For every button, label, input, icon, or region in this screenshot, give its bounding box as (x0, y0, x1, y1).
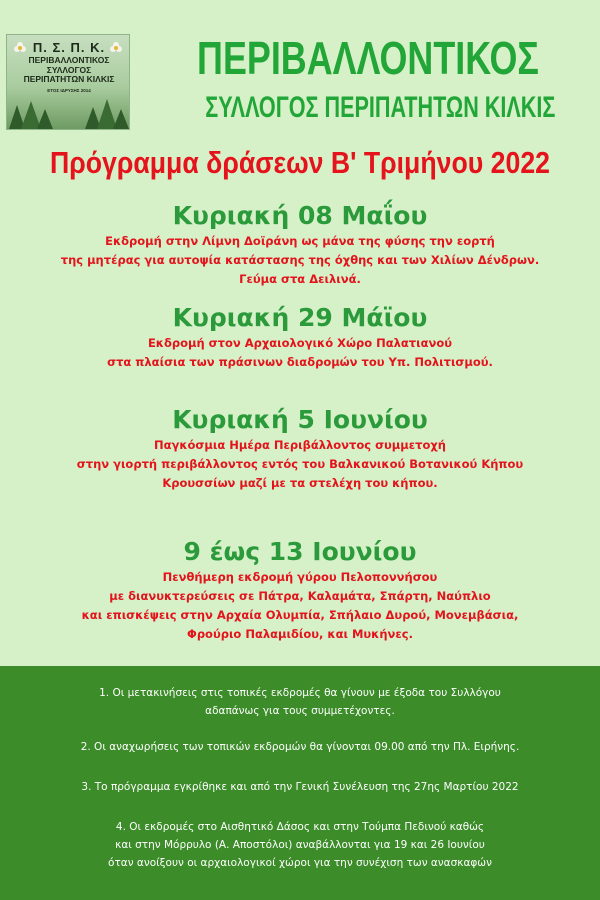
note-line: όταν ανοίξουν οι αρχαιολογικοί χώροι για την συνέχιση των ανασκαφών (108, 857, 492, 869)
event-description-line: Φρούριο Παλαμιδίου, και Μυκήνες. (187, 627, 413, 641)
event-description-line: στα πλαίσια των πράσινων διαδρομών του Υπ. Πολιτισμού. (107, 355, 493, 369)
event-date: Κυριακή 08 Μαΐου (172, 201, 428, 230)
note-item (0, 684, 600, 720)
logo-text (7, 41, 130, 93)
event-description-line: στην γιορτή περιβάλλοντος εντός του Βαλκανικού Βοτανικού Κήπου (76, 457, 524, 471)
event-description-line: Γεύμα στα Δειλινά. (239, 272, 361, 286)
event-block (0, 302, 600, 372)
event-description-line: Πενθήμερη εκδρομή γύρου Πελοποννήσου (162, 570, 438, 584)
association-title: ΠΕΡΙΒΑΛΛΟΝΤΙΚΟΣ (197, 32, 539, 84)
trees-icon (7, 99, 130, 129)
logo-line: ΠΕΡΙΠΑΤΗΤΩΝ ΚΙΛΚΙΣ (23, 74, 115, 85)
event-block (0, 200, 600, 289)
logo-line: ΣΥΛΛΟΓΟΣ (46, 64, 92, 75)
event-description-line: Κρουσσίων μαζί με τα στελέχη του κήπου. (162, 476, 438, 490)
event-block (0, 404, 600, 493)
event-description-line: Εκδρομή στον Αρχαιολογικό Χώρο Παλατιανού (147, 336, 453, 350)
note-line: αδαπάνως για τους συμμετέχοντες. (205, 705, 395, 717)
note-line: 4. Οι εκδρομές στο Αισθητικό Δάσος και στην Τούμπα Πεδινού καθώς (115, 821, 485, 833)
logo-abbreviation: Π. Σ. Π. Κ. (32, 40, 106, 55)
club-logo (6, 34, 130, 130)
event-block (0, 536, 600, 644)
note-item (0, 778, 600, 796)
event-description-line: Παγκόσμια Ημέρα Περιβάλλοντος συμμετοχή (154, 438, 446, 452)
association-subtitle: ΣΥΛΛΟΓΟΣ ΠΕΡΙΠΑΤΗΤΩΝ ΚΙΛΚΙΣ (205, 91, 556, 124)
note-line: 1. Οι μετακινήσεις στις τοπικές εκδρομές θα γίνουν με έξοδα του Συλλόγου (99, 687, 501, 699)
event-date: Κυριακή 5 Ιουνίου (172, 405, 428, 434)
event-description-line: με διανυκτερεύσεις σε Πάτρα, Καλαμάτα, Σπάρτη, Ναύπλιο (109, 589, 491, 603)
note-line: 2. Οι αναχωρήσεις των τοπικών εκδρομών θα γίνονται 09.00 από την Πλ. Ειρήνης. (80, 741, 520, 753)
event-description-line: και επισκέψεις στην Αρχαία Ολυμπία, Σπήλαιο Δυρού, Μονεμβάσια, (81, 608, 519, 622)
note-line: 3. Το πρόγραμμα εγκρίθηκε και από την Γενική Συνέλευση της 27ης Μαρτίου 2022 (81, 781, 519, 793)
event-description-line: της μητέρας για αυτοψία κατάστασης της όχθης και των Χιλίων Δένδρων. (60, 253, 540, 267)
note-item (0, 738, 600, 756)
program-heading: Πρόγραμμα δράσεων Β' Τριμήνου 2022 (50, 145, 550, 180)
logo-founded: ΕΤΟΣ ΙΔΡΥΣΗΣ 2014 (47, 88, 91, 94)
note-line: και στην Μόρρυλο (Α. Αποστόλοι) αναβάλλονται για 19 και 26 Ιουνίου (115, 839, 485, 851)
event-date: 9 έως 13 Ιουνίου (183, 537, 417, 566)
event-date: Κυριακή 29 Μάϊου (172, 303, 428, 332)
note-item (0, 818, 600, 872)
event-description-line: Εκδρομή στην Λίμνη Δοϊράνη ως μάνα της φύσης την εορτή (105, 234, 495, 248)
logo-line: ΠΕΡΙΒΑΛΛΟΝΤΙΚΟΣ (28, 54, 110, 65)
notes-panel (0, 666, 600, 900)
